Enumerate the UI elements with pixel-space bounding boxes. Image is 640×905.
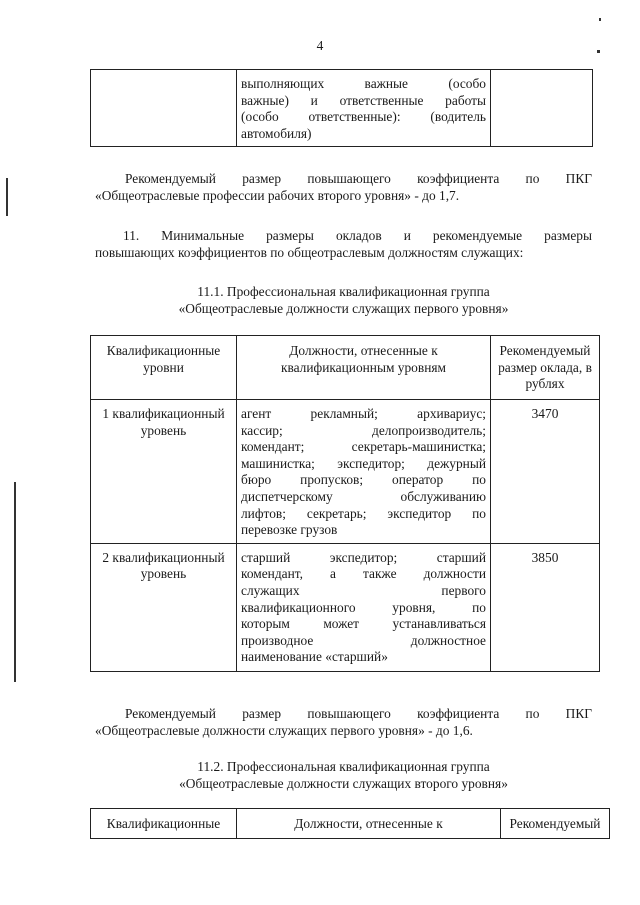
- positions-cell: старший экспедитор; старший комендант, а также должности служащих первого квалификационного уровня, по которым может устанавливаться производное должностное наименование «старший»: [237, 543, 491, 671]
- top-table-empty-cell: [91, 70, 237, 147]
- header-salary: Рекомендуемый: [501, 809, 610, 839]
- positions-cell: агент рекламный; архивариус; кассир; делопроизводитель; комендант; секретарь-машинистка; машинистка; экспедитор; дежурный бюро пропусков; оператор по диспетчерскому обслуживанию лифтов; секретарь; экспедитор по перевозке грузов: [237, 400, 491, 544]
- top-table-empty-cell: [491, 70, 593, 147]
- top-table-text-cell: выполняющих важные (особо важные) и ответственные работы (особо ответственные): (водитель автомобиля): [237, 70, 491, 147]
- salary-cell: 3470: [491, 400, 600, 544]
- salary-cell: 3850: [491, 543, 600, 671]
- header-levels: Квалификационные уровни: [91, 336, 237, 400]
- header-salary: Рекомендуемый размер оклада, в рублях: [491, 336, 600, 400]
- table-row: [91, 400, 600, 544]
- level-cell: 2 квалификационный уровень: [91, 543, 237, 671]
- table-row: [91, 543, 600, 671]
- header-positions: Должности, отнесенные к: [237, 809, 501, 839]
- level-cell: 1 квалификационный уровень: [91, 400, 237, 544]
- section-11-intro: 11. Минимальные размеры окладов и рекомендуемые размеры повышающих коэффициентов по общеотраслевым должностям служащих:: [95, 228, 592, 260]
- table-11-1: [90, 335, 600, 672]
- scan-mark: [599, 18, 601, 21]
- scan-mark: [14, 482, 16, 682]
- heading-11-2: 11.2. Профессиональная квалификационная группа «Общеотраслевые должности служащих второго уровня»: [179, 759, 508, 791]
- scan-mark: [6, 178, 8, 216]
- page-number: 4: [316, 38, 324, 53]
- top-table: [90, 69, 593, 147]
- header-positions: Должности, отнесенные к квалификационным уровням: [237, 336, 491, 400]
- table-11-2: [90, 808, 610, 839]
- note-1: Рекомендуемый размер повышающего коэффициента по ПКГ «Общеотраслевые профессии рабочих второго уровня» - до 1,7.: [95, 171, 592, 203]
- heading-11-1: 11.1. Профессиональная квалификационная группа «Общеотраслевые должности служащих первого уровня»: [178, 284, 509, 316]
- scan-mark: [597, 50, 600, 53]
- header-levels: Квалификационные: [91, 809, 237, 839]
- note-2: Рекомендуемый размер повышающего коэффициента по ПКГ «Общеотраслевые должности служащих первого уровня» - до 1,6.: [95, 706, 592, 738]
